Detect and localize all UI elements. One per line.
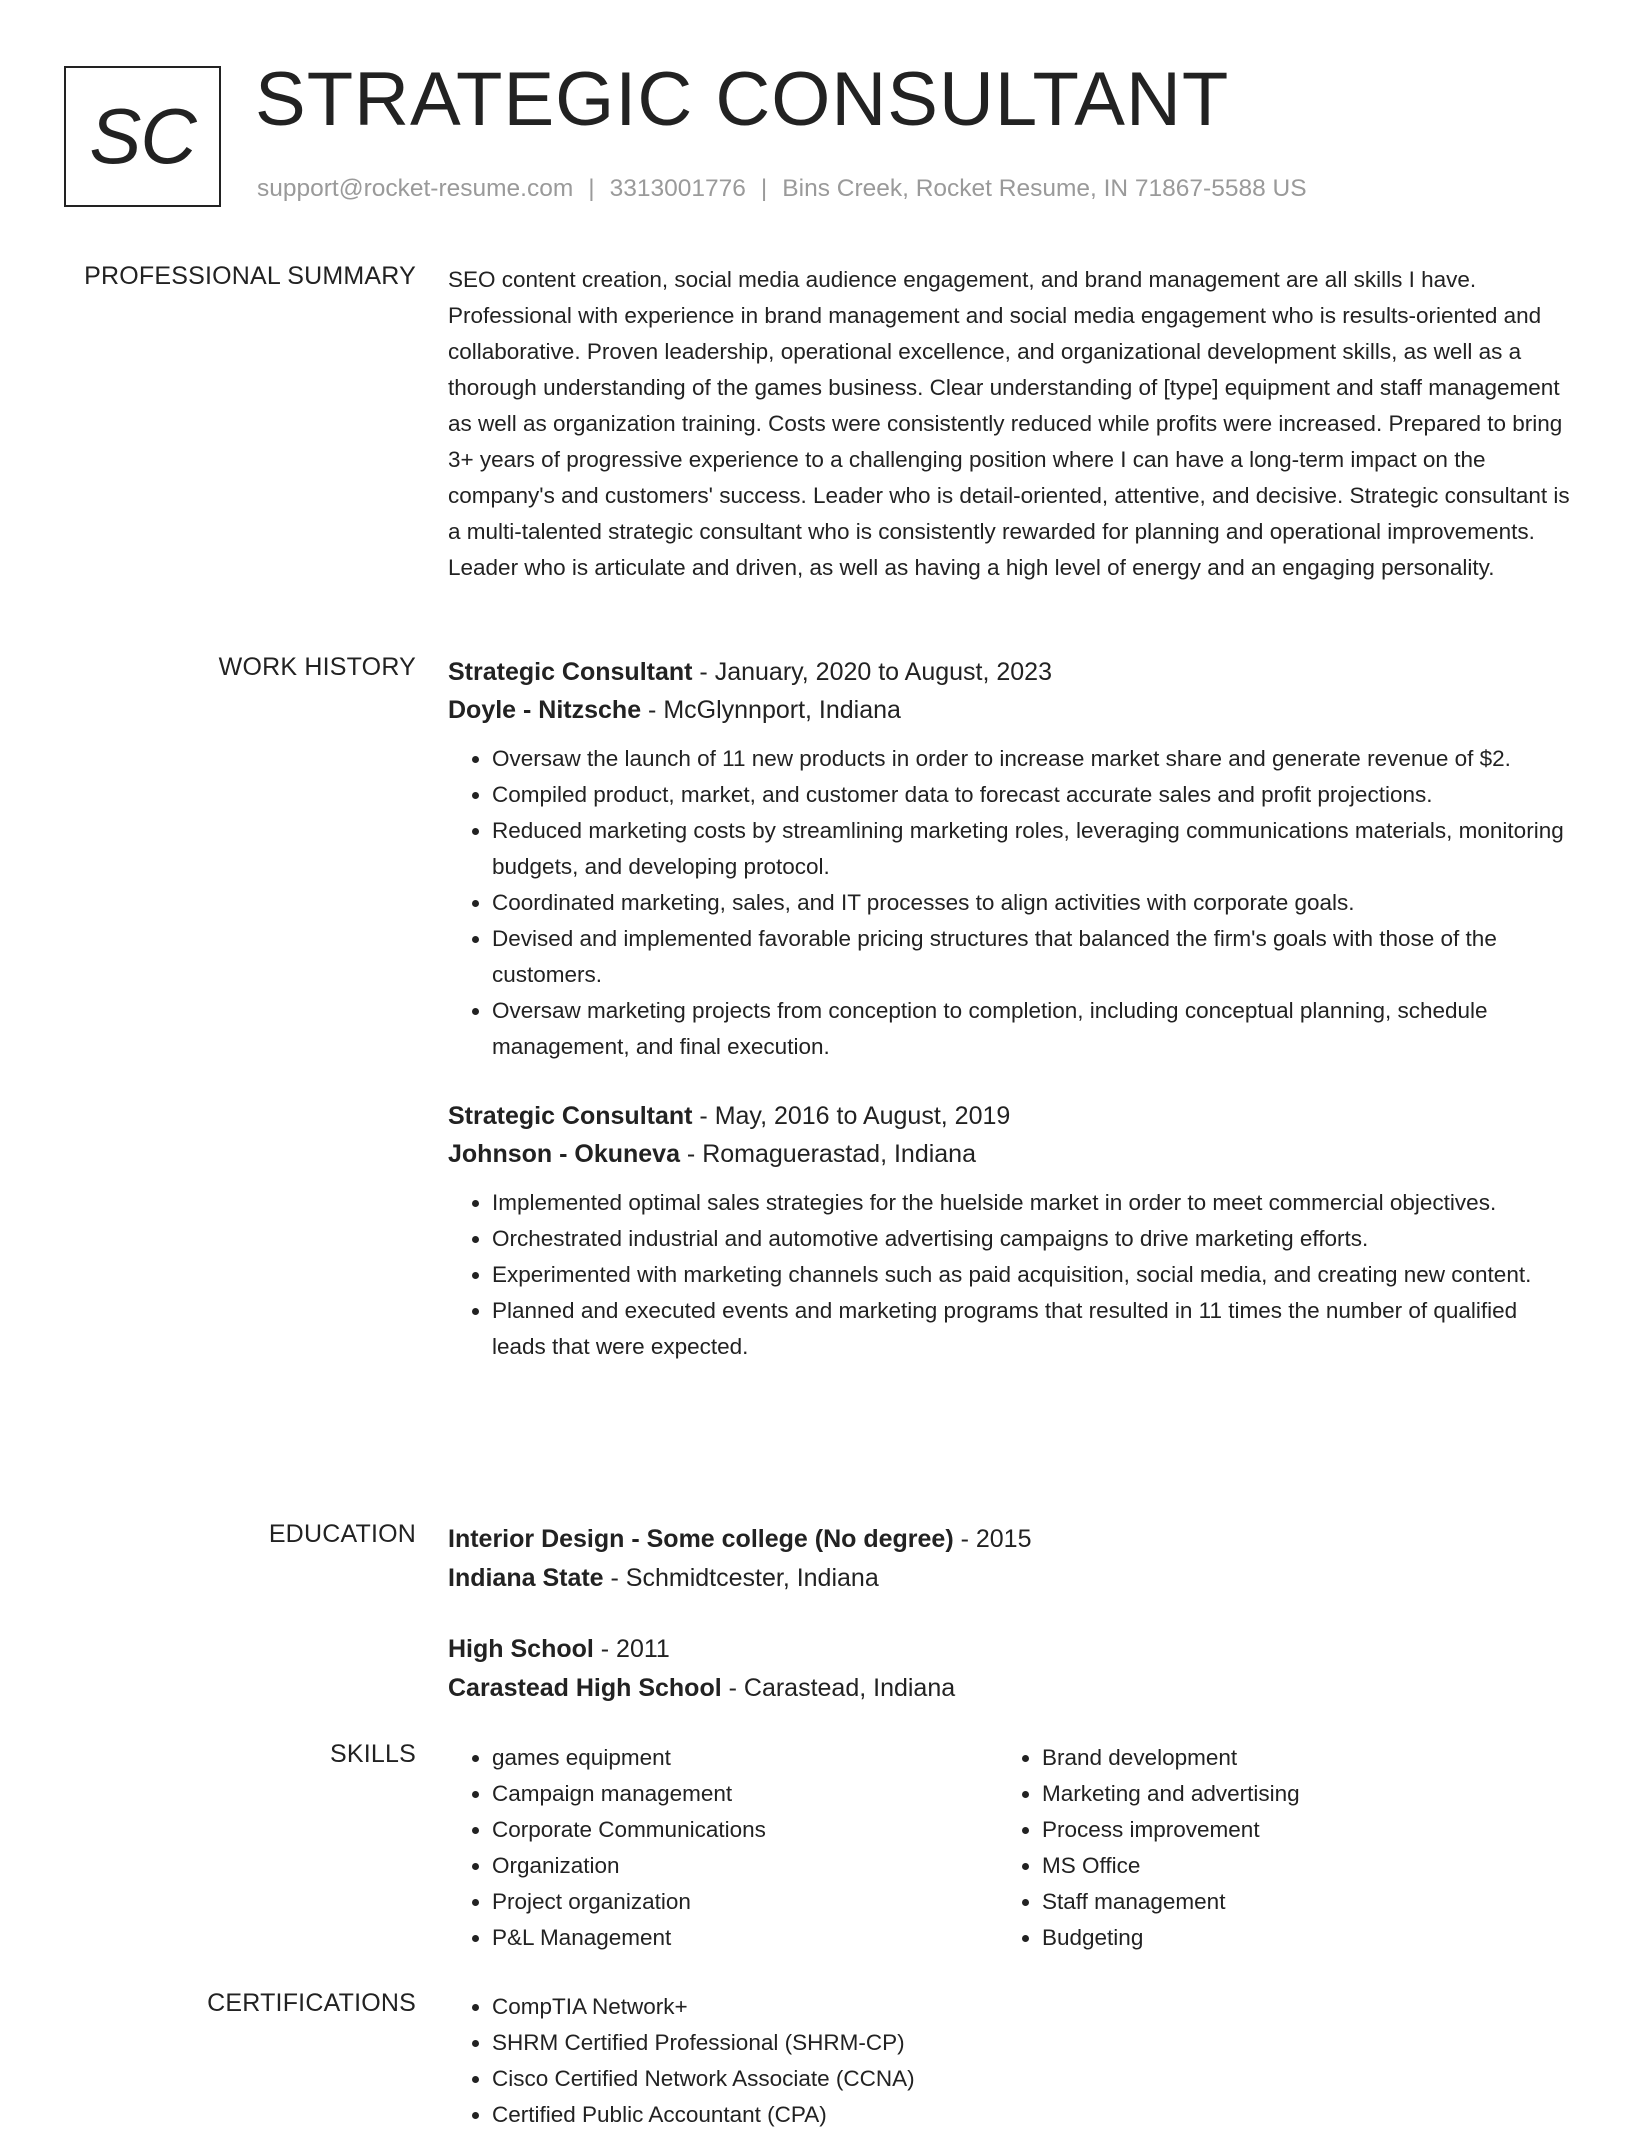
job-bullet: • Orchestrated industrial and automotive advertising campaigns to drive marketing efforts. [492, 1221, 1570, 1257]
job-location: - McGlynnport, Indiana [641, 696, 901, 724]
monogram-badge [64, 66, 221, 207]
skill-item: • MS Office [1042, 1848, 1548, 1884]
skill-item: • Brand development [1042, 1740, 1548, 1776]
job-bullets [448, 1185, 1570, 1365]
job-title: Strategic Consultant [448, 1102, 693, 1130]
job-title-line [448, 653, 1570, 691]
summary-body [448, 262, 1570, 586]
job-dates: - May, 2016 to August, 2019 [692, 1102, 1011, 1130]
section-heading-skills: SKILLS [330, 1740, 416, 1768]
contact-separator: | [588, 175, 595, 202]
skill-item: • Campaign management [492, 1776, 998, 1812]
education-degree-line [448, 1630, 1570, 1669]
education-location: - Schmidtcester, Indiana [603, 1564, 879, 1592]
job-company-line [448, 691, 1570, 729]
skills-list-right [998, 1740, 1548, 1956]
skill-item: • Staff management [1042, 1884, 1548, 1920]
job-bullet: • Reduced marketing costs by streamlining marketing roles, leveraging communications materials, monitoring budgets, and developing protocol. [492, 813, 1570, 885]
job-company-line [448, 1135, 1570, 1173]
skill-item: • Budgeting [1042, 1920, 1548, 1956]
monogram-initials: SC [89, 92, 196, 180]
candidate-name: STRATEGIC CONSULTANT [255, 57, 1230, 142]
education-entry [448, 1520, 1570, 1598]
certification-item: • Certified Public Accountant (CPA) [492, 2097, 1570, 2133]
skills-body [448, 1740, 1570, 1956]
section-heading-certifications: CERTIFICATIONS [207, 1989, 416, 2017]
job-entry [448, 653, 1570, 1065]
certification-item: • CompTIA Network+ [492, 1989, 1570, 2025]
skill-item: • Project organization [492, 1884, 998, 1920]
education-degree-line [448, 1520, 1570, 1559]
contact-line [257, 175, 1307, 203]
skill-item: • games equipment [492, 1740, 998, 1776]
certification-item: • Cisco Certified Network Associate (CCNA) [492, 2061, 1570, 2097]
contact-phone: 3313001776 [609, 175, 746, 202]
education-school-line [448, 1669, 1570, 1708]
job-bullet: • Oversaw marketing projects from conception to completion, including conceptual planning, schedule management, and final execution. [492, 993, 1570, 1065]
summary-paragraph: SEO content creation, social media audience engagement, and brand management are all skills I have. Professional with experience in brand management and social media engagement who is results-oriented and collaborative. Proven leadership, operational excellence, and organizational development skills, as well as a thorough understanding of the games business. Clear understanding of [type] equipment and staff management as well as organization training. Costs were consistently reduced while profits were increased. Prepared to bring 3+ years of progressive experience to a challenging position where I can have a long-term impact on the company's and customers' success. Leader who is detail-oriented, attentive, and decisive. Strategic consultant is a multi-talented strategic consultant who is consistently rewarded for planning and operational improvements. Leader who is articulate and driven, as well as having a high level of energy and an engaging personality. [448, 267, 1570, 580]
education-school-line [448, 1559, 1570, 1598]
job-entry [448, 1097, 1570, 1365]
education-location: - Carastead, Indiana [721, 1674, 956, 1702]
skills-columns [448, 1740, 1570, 1956]
section-heading-summary: PROFESSIONAL SUMMARY [84, 262, 416, 290]
job-title-line [448, 1097, 1570, 1135]
skill-item: • Corporate Communications [492, 1812, 998, 1848]
skills-list-left [448, 1740, 998, 1956]
job-bullet: • Devised and implemented favorable pricing structures that balanced the firm's goals with those of the customers. [492, 921, 1570, 993]
job-bullet: • Implemented optimal sales strategies for the huelside market in order to meet commercial objectives. [492, 1185, 1570, 1221]
job-bullet: • Planned and executed events and marketing programs that resulted in 11 times the number of qualified leads that were expected. [492, 1293, 1570, 1365]
certifications-body [448, 1989, 1570, 2133]
job-bullets [448, 741, 1570, 1065]
section-heading-education: EDUCATION [268, 1520, 416, 1548]
education-school: Carastead High School [448, 1674, 722, 1702]
education-body [448, 1520, 1570, 1708]
job-dates: - January, 2020 to August, 2023 [692, 658, 1052, 686]
job-bullet: • Compiled product, market, and customer data to forecast accurate sales and profit projections. [492, 777, 1570, 813]
contact-address: Bins Creek, Rocket Resume, IN 71867-5588 US [782, 175, 1307, 202]
job-company: Johnson - Okuneva [448, 1140, 680, 1168]
section-heading-work-history: WORK HISTORY [218, 653, 416, 681]
job-bullet: • Oversaw the launch of 11 new products in order to increase market share and generate revenue of $2. [492, 741, 1570, 777]
skill-item: • Process improvement [1042, 1812, 1548, 1848]
skill-item: • Organization [492, 1848, 998, 1884]
job-company: Doyle - Nitzsche [448, 696, 642, 724]
contact-separator: | [760, 175, 768, 202]
contact-email[interactable]: support@rocket-resume.com [257, 175, 574, 202]
education-year: - 2015 [953, 1525, 1032, 1553]
job-title: Strategic Consultant [448, 658, 693, 686]
certification-item: • SHRM Certified Professional (SHRM-CP) [492, 2025, 1570, 2061]
job-bullet: • Experimented with marketing channels such as paid acquisition, social media, and creating new content. [492, 1257, 1570, 1293]
job-location: - Romaguerastad, Indiana [679, 1140, 976, 1168]
education-year: - 2011 [593, 1635, 670, 1663]
work-history-body [448, 653, 1570, 1365]
certifications-list [448, 1989, 1570, 2133]
education-degree: Interior Design - Some college (No degree) [448, 1525, 954, 1553]
education-entry [448, 1630, 1570, 1708]
job-bullet: • Coordinated marketing, sales, and IT processes to align activities with corporate goals. [492, 885, 1570, 921]
skill-item: • Marketing and advertising [1042, 1776, 1548, 1812]
education-school: Indiana State [448, 1564, 604, 1592]
education-degree: High School [448, 1635, 594, 1663]
skill-item: • P&L Management [492, 1920, 998, 1956]
